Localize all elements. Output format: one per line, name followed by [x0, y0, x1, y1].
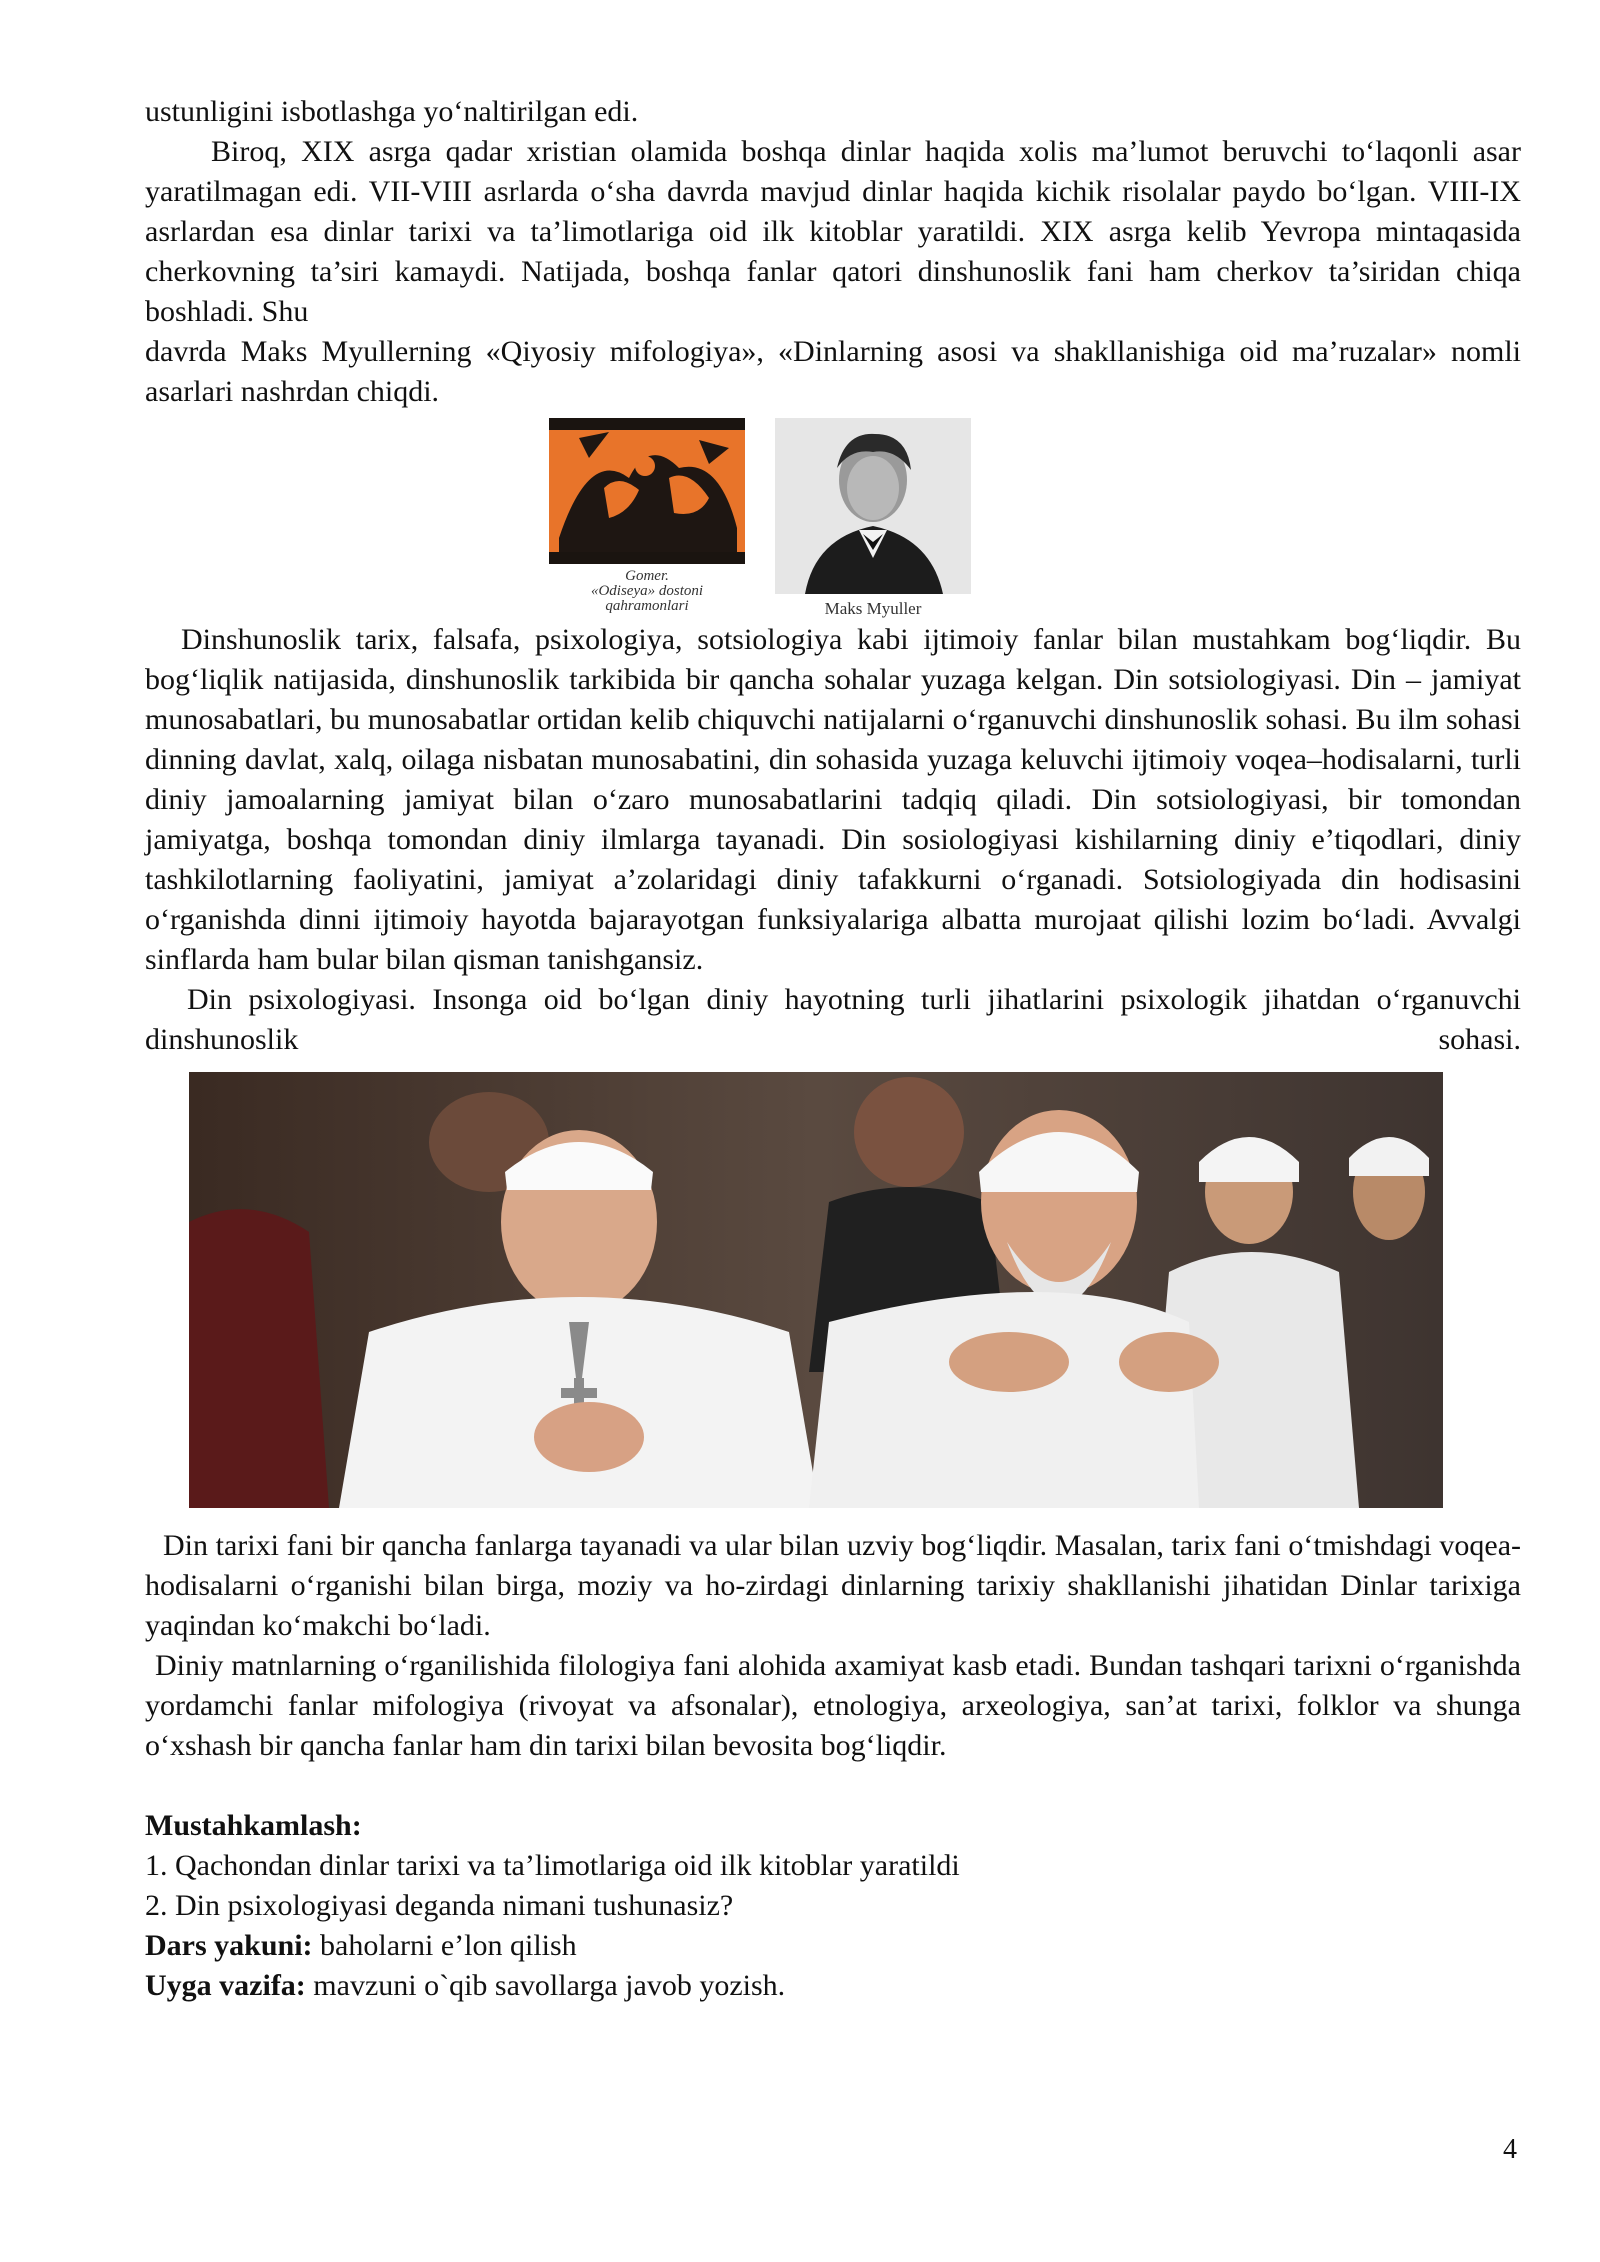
gomer-caption-line2: «Odiseya» dostoni — [590, 583, 704, 599]
paragraph-psychology: Din psixologiyasi. Insonga oid bo‘lgan diniy hayotning turli jihatlarini psixologik jihatdan o‘rganuvchi dinshunoslik sohasi. — [145, 983, 1521, 1056]
homework — [145, 1966, 1521, 2006]
paragraph-myuller-works: davrda Maks Myullerning «Qiyosiy mifologiya», «Dinlarning asosi va shakllanishiga oid ma’ruzalar» nomli asarlari nashrdan chiqdi. — [145, 335, 1521, 408]
lesson-summary-label: Dars yakuni: — [145, 1929, 313, 1962]
religious-leaders-image — [189, 1072, 1443, 1508]
figure-row — [145, 418, 1521, 618]
myuller-portrait — [775, 418, 971, 594]
religious-leaders-photo — [189, 1072, 1443, 1508]
gomer-caption-line3: qahramonlari — [605, 598, 689, 614]
review-question-1: 1. Qachondan dinlar tarixi va ta’limotlariga oid ilk kitoblar yaratildi — [145, 1849, 960, 1882]
gomer-figure — [549, 418, 745, 614]
paragraph-history-science: Din tarixi fani bir qancha fanlarga tayanadi va ular bilan uzviy bog‘liqdir. Masalan, tarix fani o‘tmishdagi voqea-hodisalarni o‘rganishi bilan birga, moziy va ho-zirdagi dinlarning tarixiy shakllanishi jihatidan Dinlar tarixiga yaqindan ko‘makchi bo‘ladi. — [145, 1529, 1521, 1642]
page-number: 4 — [1503, 2134, 1517, 2165]
myuller-figure — [775, 418, 971, 616]
review-section — [145, 1806, 1521, 2006]
lesson-summary-text: baholarni e’lon qilish — [312, 1929, 577, 1962]
paragraph-sociology: Dinshunoslik tarix, falsafa, psixologiya, sotsiologiya kabi ijtimoiy fanlar bilan mustahkam bog‘liqdir. Bu bog‘liqlik natijasida, dinshunoslik tarkibida bir qancha sohalar yuzaga kelgan. Din sotsiologiyasi. Din – jamiyat munosabatlari, bu munosabatlar ortidan kelib chiquvchi natijalarni o‘rganuvchi dinshunoslik sohasi. Bu ilm sohasi dinning davlat, xalq, oilaga nisbatan munosabatini, din sohasida yuzaga keluvchi ijtimoiy voqea–hodisalarni, turli diniy jamoalarning jamiyat bilan o‘zaro munosabatlarini tadqiq qiladi. Din sotsiologiyasi, bir tomondan jamiyatga, boshqa tomondan diniy ilmlarga tayanadi. Din sosiologiyasi kishilarning diniy e’tiqodlari, diniy tashkilotlarning faoliyatini, jamiyat a’zolaridagi diniy tafakkurni o‘rganadi. Sotsiologiyada din hodisasini o‘rganishda dinni ijtimoiy hayotda bajarayotgan funksiyalariga albatta murojaat qilishi lozim bo‘ladi. Avvalgi sinflarda ham bular bilan qisman tanishgansiz. — [145, 623, 1521, 976]
paragraph-history-intro: Biroq, XIX asrga qadar xristian olamida boshqa dinlar haqida xolis ma’lumot beruvchi to‘laqonli asar yaratilmagan edi. VII-VIII asrlarda o‘sha davrda mavjud dinlar haqida kichik risolalar paydo bo‘lgan. VIII-IX asrlardan esa dinlar tarixi va ta’limotlariga oid ilk kitoblar yaratildi. XIX asrga kelib Yevropa mintaqasida cherkovning ta’siri kamaydi. Natijada, boshqa fanlar qatori dinshunoslik fani ham cherkov ta’siridan chiqa boshladi. Shu — [145, 135, 1521, 328]
document-page — [145, 92, 1521, 2006]
paragraph-continuation: ustunligini isbotlashga yo‘naltirilgan edi. — [145, 95, 639, 128]
review-question-2: 2. Din psixologiyasi deganda nimani tushunasiz? — [145, 1889, 734, 1922]
paragraph-philology: Diniy matnlarning o‘rganilishida filologiya fani alohida axamiyat kasb etadi. Bundan tashqari tarixni o‘rganishda yordamchi fanlar mifologiya (rivoyat va afsonalar), etnologiya, arxeologiya, san’at tarixi, folklor va shunga o‘xshash bir qancha fanlar ham din tarixi bilan bevosita bog‘liqdir. — [145, 1649, 1521, 1762]
review-heading — [145, 1806, 1521, 1846]
lesson-summary — [145, 1926, 1521, 1966]
gomer-caption-line1: Gomer. — [625, 568, 669, 584]
homework-label: Uyga vazifa: — [145, 1969, 306, 2002]
greek-vase-image — [549, 418, 745, 564]
spacer — [145, 1766, 1521, 1806]
review-heading-text: Mustahkamlash: — [145, 1809, 362, 1842]
myuller-caption: Maks Myuller — [824, 599, 922, 618]
homework-text: mavzuni o`qib savollarga javob yozish. — [305, 1969, 786, 2002]
